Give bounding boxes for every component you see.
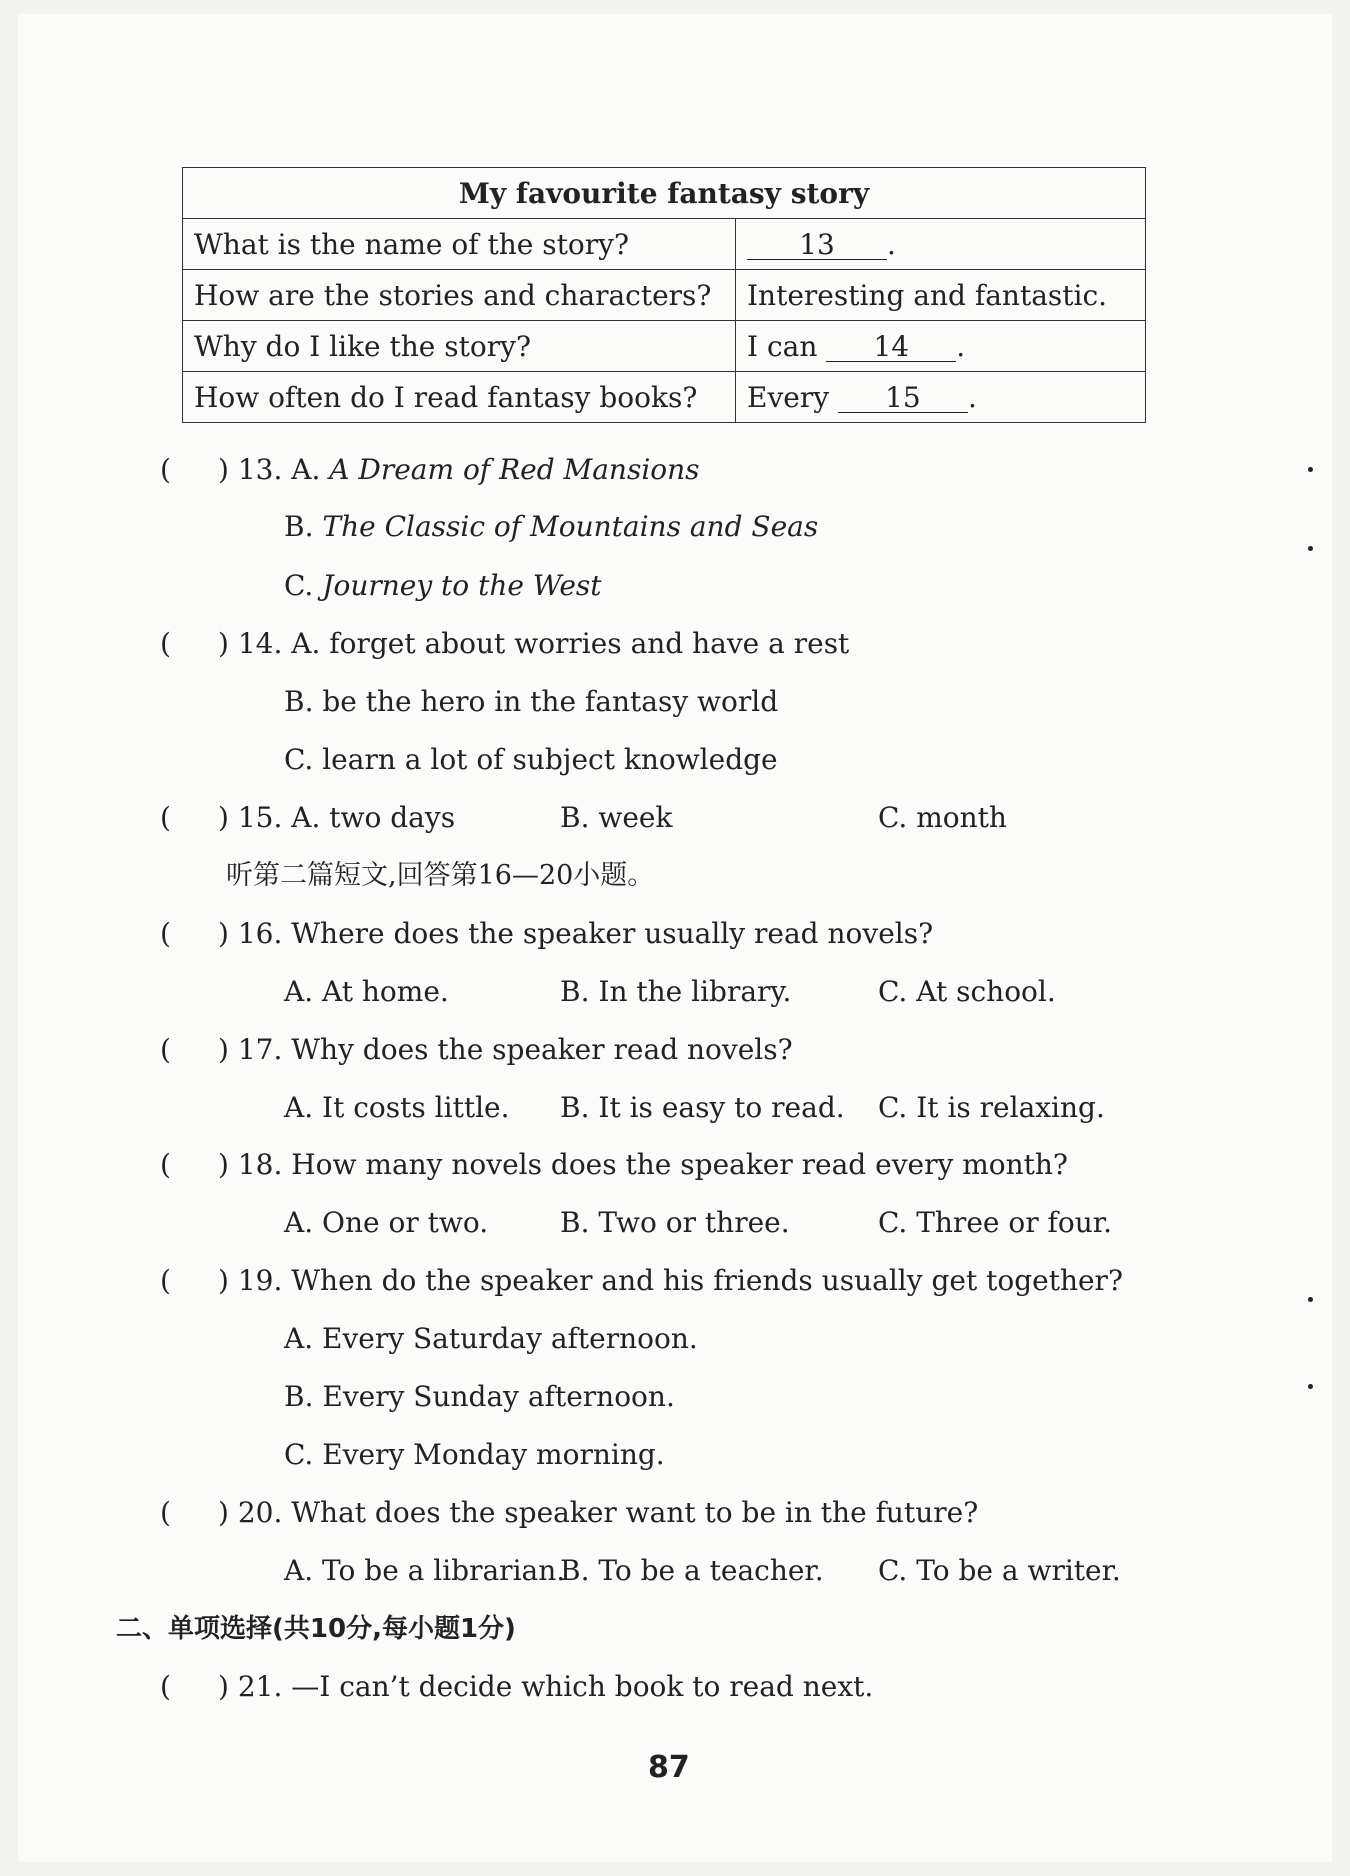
instruction: 听第二篇短文,回答第16—20小题。	[226, 860, 655, 891]
table-row	[183, 219, 1146, 270]
answer-paren[interactable]: (	[160, 1670, 171, 1703]
option-b: B. Every Sunday afternoon.	[284, 1380, 675, 1413]
option-b: B. It is easy to read.	[560, 1091, 845, 1124]
table-question: How often do I read fantasy books?	[183, 372, 736, 423]
answer-blank-13[interactable]: 13	[747, 231, 887, 260]
question-13	[218, 453, 700, 487]
table-question: How are the stories and characters?	[183, 270, 736, 321]
page-number: 87	[648, 1750, 690, 1785]
question-16: ) 16. Where does the speaker usually read novels?	[218, 917, 934, 950]
answer-paren[interactable]: (	[160, 1264, 171, 1297]
option-text: The Classic of Mountains and Seas	[322, 510, 819, 543]
option-c: C. learn a lot of subject knowledge	[284, 743, 778, 776]
answer-prefix: I can	[747, 329, 818, 363]
table-answer: I can 14 .	[736, 321, 1146, 372]
table-question: Why do I like the story?	[183, 321, 736, 372]
fantasy-story-table	[182, 167, 1146, 423]
option-c: C. month	[878, 801, 1007, 834]
margin-dot	[1308, 1297, 1313, 1302]
section-heading: 二、单项选择(共10分,每小题1分)	[116, 1614, 516, 1644]
answer-blank-14[interactable]: 14	[826, 333, 956, 362]
margin-dot	[1308, 546, 1313, 551]
table-title: My favourite fantasy story	[183, 168, 1146, 219]
answer-blank-15[interactable]: 15	[838, 384, 968, 413]
option-text: Journey to the West	[322, 569, 602, 602]
answer-paren[interactable]: (	[160, 1033, 171, 1066]
option-label: C.	[284, 569, 314, 602]
answer-paren[interactable]: (	[160, 1148, 171, 1181]
question-14: ) 14. A. forget about worries and have a rest	[218, 627, 850, 660]
answer-paren[interactable]: (	[160, 453, 171, 486]
question-21: ) 21. —I can’t decide which book to read next.	[218, 1670, 874, 1703]
option-c: C. Three or four.	[878, 1206, 1112, 1239]
question-17: ) 17. Why does the speaker read novels?	[218, 1033, 793, 1066]
option-c: C. It is relaxing.	[878, 1091, 1105, 1124]
question-18: ) 18. How many novels does the speaker read every month?	[218, 1148, 1068, 1181]
option-b: B. In the library.	[560, 975, 792, 1008]
answer-paren[interactable]: (	[160, 801, 171, 834]
option-b: B. Two or three.	[560, 1206, 790, 1239]
option-c: C. To be a writer.	[878, 1554, 1121, 1587]
table-row	[183, 372, 1146, 423]
option-label: B.	[284, 510, 314, 543]
margin-dot	[1308, 1384, 1313, 1389]
option-c: C. At school.	[878, 975, 1056, 1008]
option-b	[284, 510, 818, 544]
option-a: A. To be a librarian.	[284, 1554, 566, 1587]
option-c	[284, 569, 602, 603]
option-a: A. It costs little.	[284, 1091, 510, 1124]
table-header-row	[183, 168, 1146, 219]
answer-paren[interactable]: (	[160, 1496, 171, 1529]
option-a: A Dream of Red Mansions	[329, 453, 700, 486]
worksheet-page	[18, 14, 1332, 1862]
option-a: A. One or two.	[284, 1206, 489, 1239]
answer-prefix: Every	[747, 380, 830, 414]
option-a: A. At home.	[284, 975, 449, 1008]
table-question: What is the name of the story?	[183, 219, 736, 270]
question-19: ) 19. When do the speaker and his friends usually get together?	[218, 1264, 1123, 1297]
option-c: C. Every Monday morning.	[284, 1438, 665, 1471]
question-15: ) 15. A. two days	[218, 801, 456, 834]
answer-paren[interactable]: (	[160, 917, 171, 950]
table-row	[183, 321, 1146, 372]
table-row	[183, 270, 1146, 321]
question-number: ) 13. A.	[218, 453, 321, 486]
table-answer: 13 .	[736, 219, 1146, 270]
option-b: B. To be a teacher.	[560, 1554, 824, 1587]
table-answer: Interesting and fantastic.	[736, 270, 1146, 321]
option-a: A. Every Saturday afternoon.	[284, 1322, 698, 1355]
question-20: ) 20. What does the speaker want to be in the future?	[218, 1496, 979, 1529]
option-b: B. be the hero in the fantasy world	[284, 685, 779, 718]
table-answer: Every 15 .	[736, 372, 1146, 423]
answer-paren[interactable]: (	[160, 627, 171, 660]
option-b: B. week	[560, 801, 673, 834]
margin-dot	[1308, 467, 1313, 472]
